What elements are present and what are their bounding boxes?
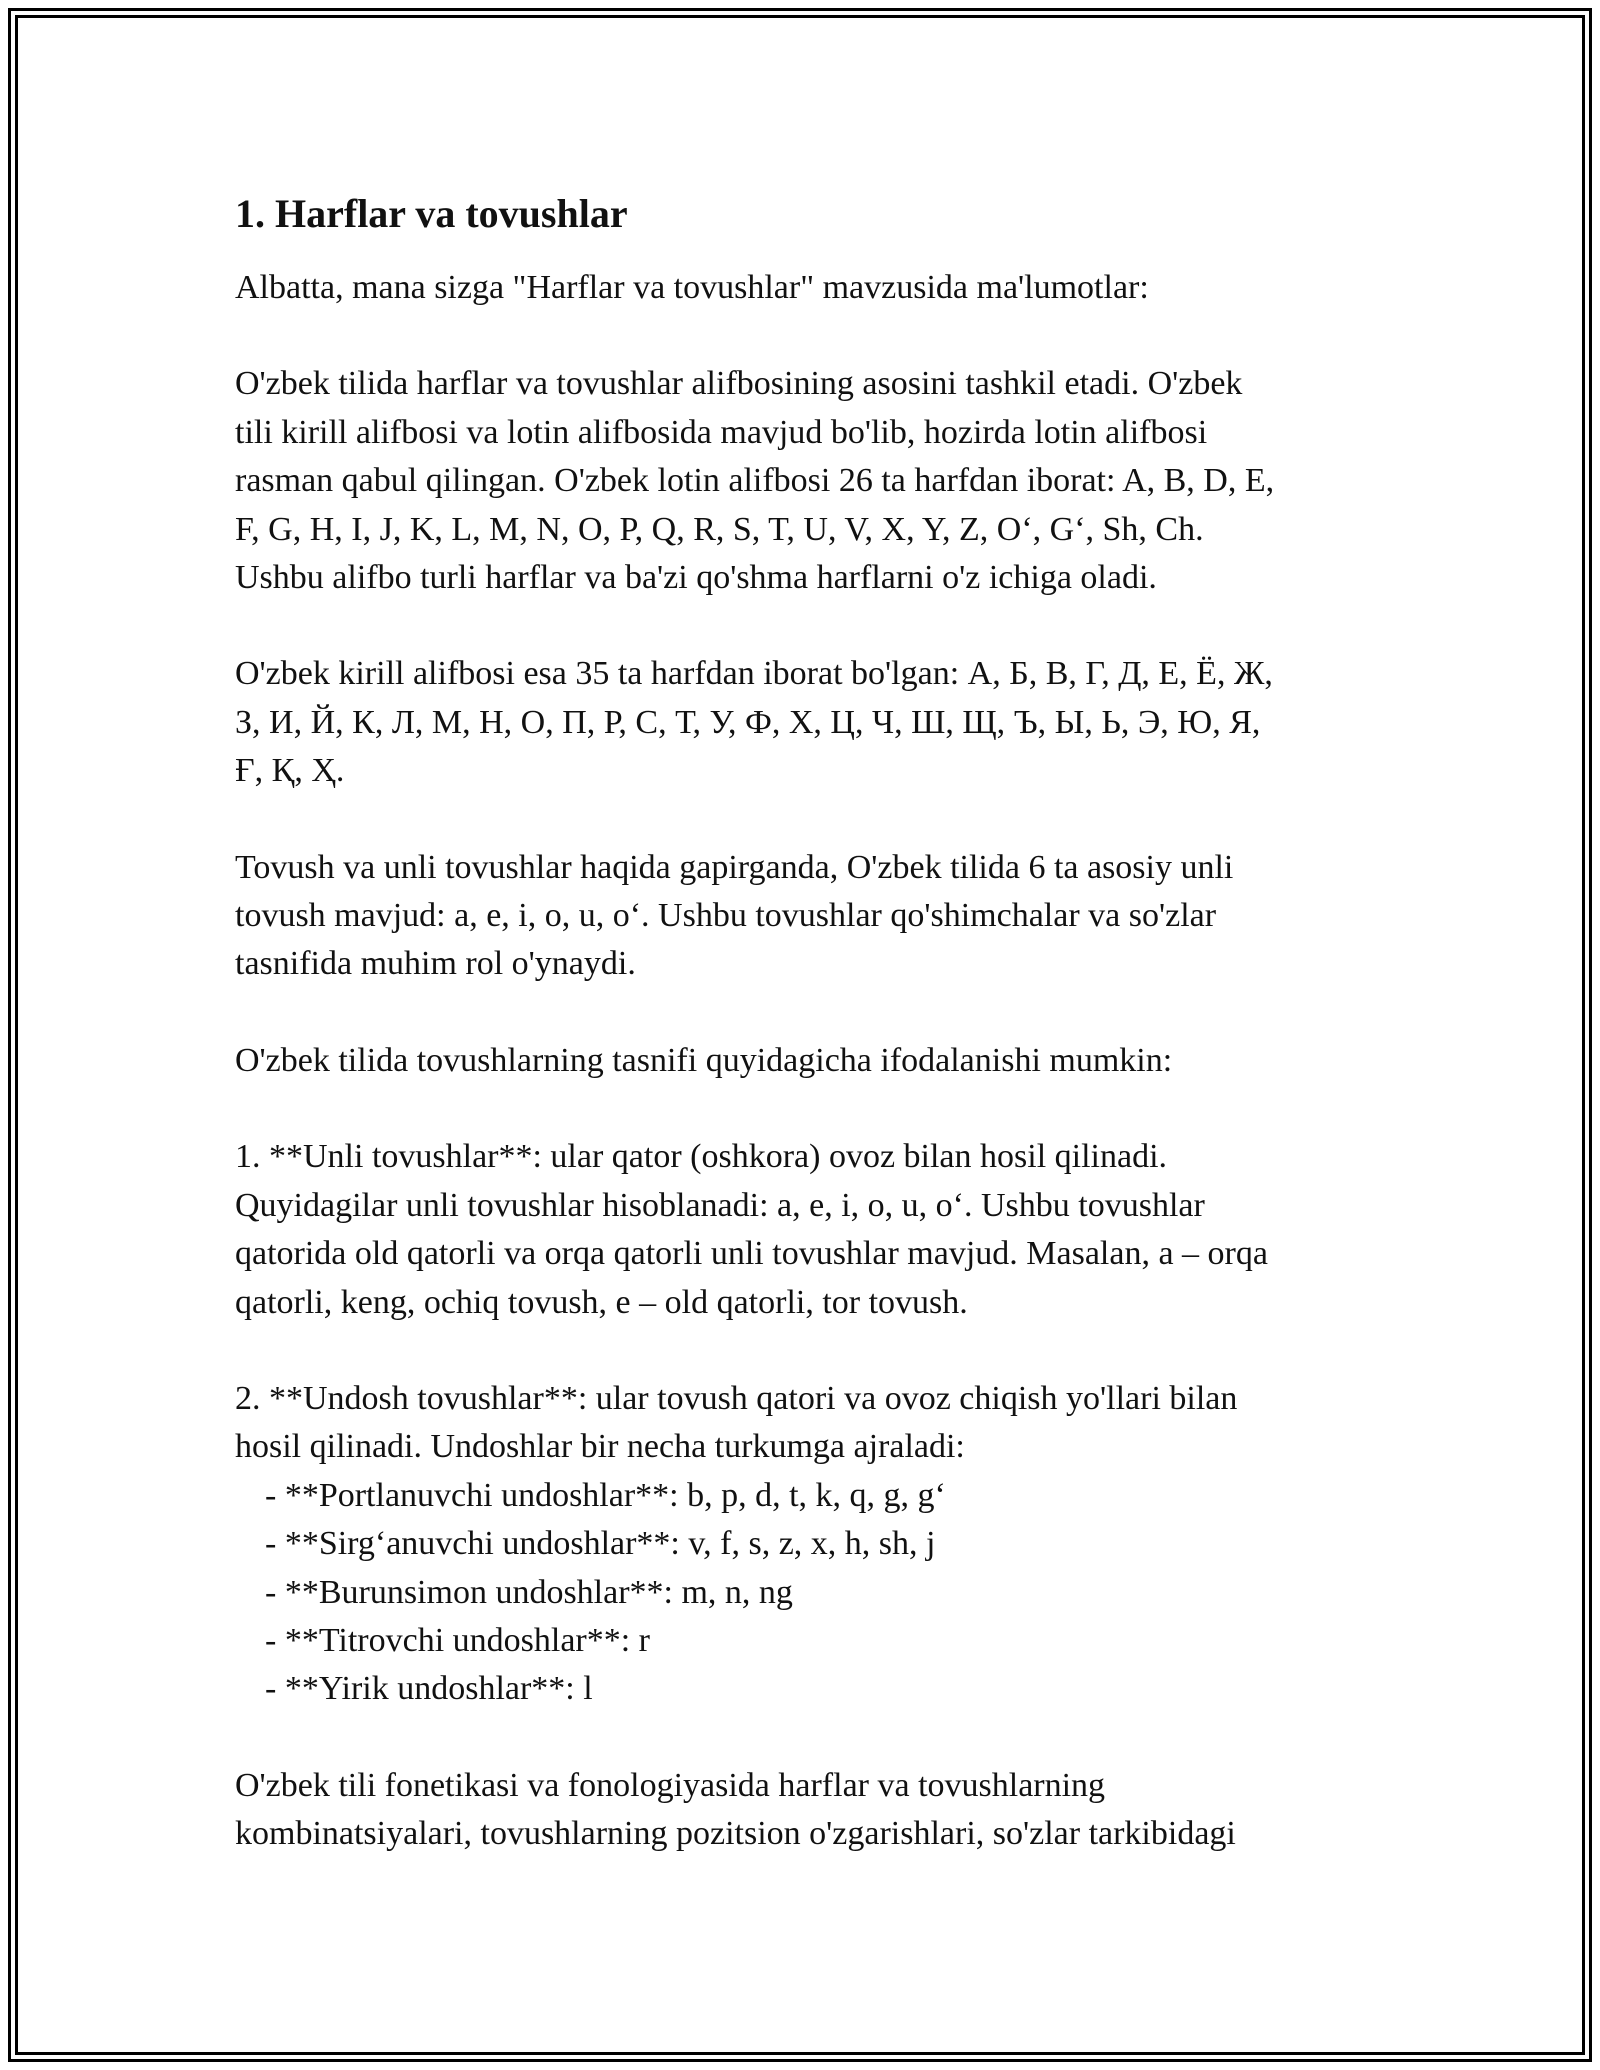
sub-list-item: - **Titrovchi undoshlar**: r	[265, 1621, 651, 1659]
text-line: F, G, H, I, J, K, L, M, N, O, P, Q, R, S, T, U, V, X, Y, Z, O‘, G‘, Sh, Ch.	[235, 510, 1204, 548]
text-line: O'zbek kirill alifbosi esa 35 ta harfdan iborat bo'lgan: А, Б, В, Г, Д, Е, Ё, Ж,	[235, 655, 1273, 693]
cyrillic-alphabet-paragraph	[235, 650, 1365, 795]
sub-list-item: - **Sirg‘anuvchi undoshlar**: v, f, s, z, x, h, sh, j	[265, 1525, 936, 1563]
text-line: qatorida old qatorli va orqa qatorli unli tovushlar mavjud. Masalan, a – orqa	[235, 1235, 1268, 1273]
text-line: 1. **Unli tovushlar**: ular qator (oshkora) ovoz bilan hosil qilinadi.	[235, 1138, 1168, 1176]
text-line: O'zbek tili fonetikasi va fonologiyasida harflar va tovushlarning	[235, 1766, 1106, 1804]
final-paragraph	[235, 1762, 1365, 1859]
intro-paragraph: Albatta, mana sizga "Harflar va tovushlar" mavzusida ma'lumotlar:	[235, 269, 1149, 306]
text-line: tasnifida muhim rol o'ynaydi.	[235, 945, 636, 983]
vowels-paragraph	[235, 844, 1365, 989]
document-body	[235, 186, 1365, 1859]
sub-list-item: - **Yirik undoshlar**: l	[265, 1670, 593, 1708]
text-line: O'zbek tilida harflar va tovushlar alifbosining asosini tashkil etadi. O'zbek	[235, 365, 1243, 403]
text-line: Quyidagilar unli tovushlar hisoblanadi: a, e, i, o, u, o‘. Ushbu tovushlar	[235, 1186, 1205, 1224]
list-item-vowels	[235, 1133, 1365, 1327]
text-line: Ғ, Қ, Ҳ.	[235, 752, 345, 790]
list-item-consonants	[235, 1375, 1365, 1714]
text-line: З, И, Й, К, Л, М, Н, О, П, Р, С, Т, У, Ф, Х, Ц, Ч, Ш, Щ, Ъ, Ы, Ь, Э, Ю, Я,	[235, 703, 1261, 741]
text-line: Ushbu alifbo turli harflar va ba'zi qo'shma harflarni o'z ichiga oladi.	[235, 559, 1157, 597]
text-line: kombinatsiyalari, tovushlarning pozitsion o'zgarishlari, so'zlar tarkibidagi	[235, 1815, 1236, 1853]
sub-list-item: - **Burunsimon undoshlar**: m, n, ng	[265, 1573, 793, 1611]
text-line: qatorli, keng, ochiq tovush, e – old qatorli, tor tovush.	[235, 1283, 968, 1321]
sub-list-item: - **Portlanuvchi undoshlar**: b, p, d, t, k, q, g, g‘	[265, 1476, 946, 1514]
text-line: tili kirill alifbosi va lotin alifbosida mavjud bo'lib, hozirda lotin alifbosi	[235, 413, 1208, 451]
section-heading: 1. Harflar va tovushlar	[235, 191, 628, 236]
text-line: tovush mavjud: a, e, i, o, u, o‘. Ushbu tovushlar qo'shimchalar va so'zlar	[235, 897, 1217, 935]
text-line: 2. **Undosh tovushlar**: ular tovush qatori va ovoz chiqish yo'llari bilan	[235, 1379, 1238, 1417]
text-line: Tovush va unli tovushlar haqida gapirganda, O'zbek tilida 6 ta asosiy unli	[235, 848, 1234, 886]
latin-alphabet-paragraph	[235, 360, 1365, 602]
text-line: rasman qabul qilingan. O'zbek lotin alifbosi 26 ta harfdan iborat: A, B, D, E,	[235, 462, 1275, 500]
text-line: hosil qilinadi. Undoshlar bir necha turkumga ajraladi:	[235, 1428, 965, 1466]
classification-paragraph: O'zbek tilida tovushlarning tasnifi quyidagicha ifodalanishi mumkin:	[235, 1041, 1173, 1079]
